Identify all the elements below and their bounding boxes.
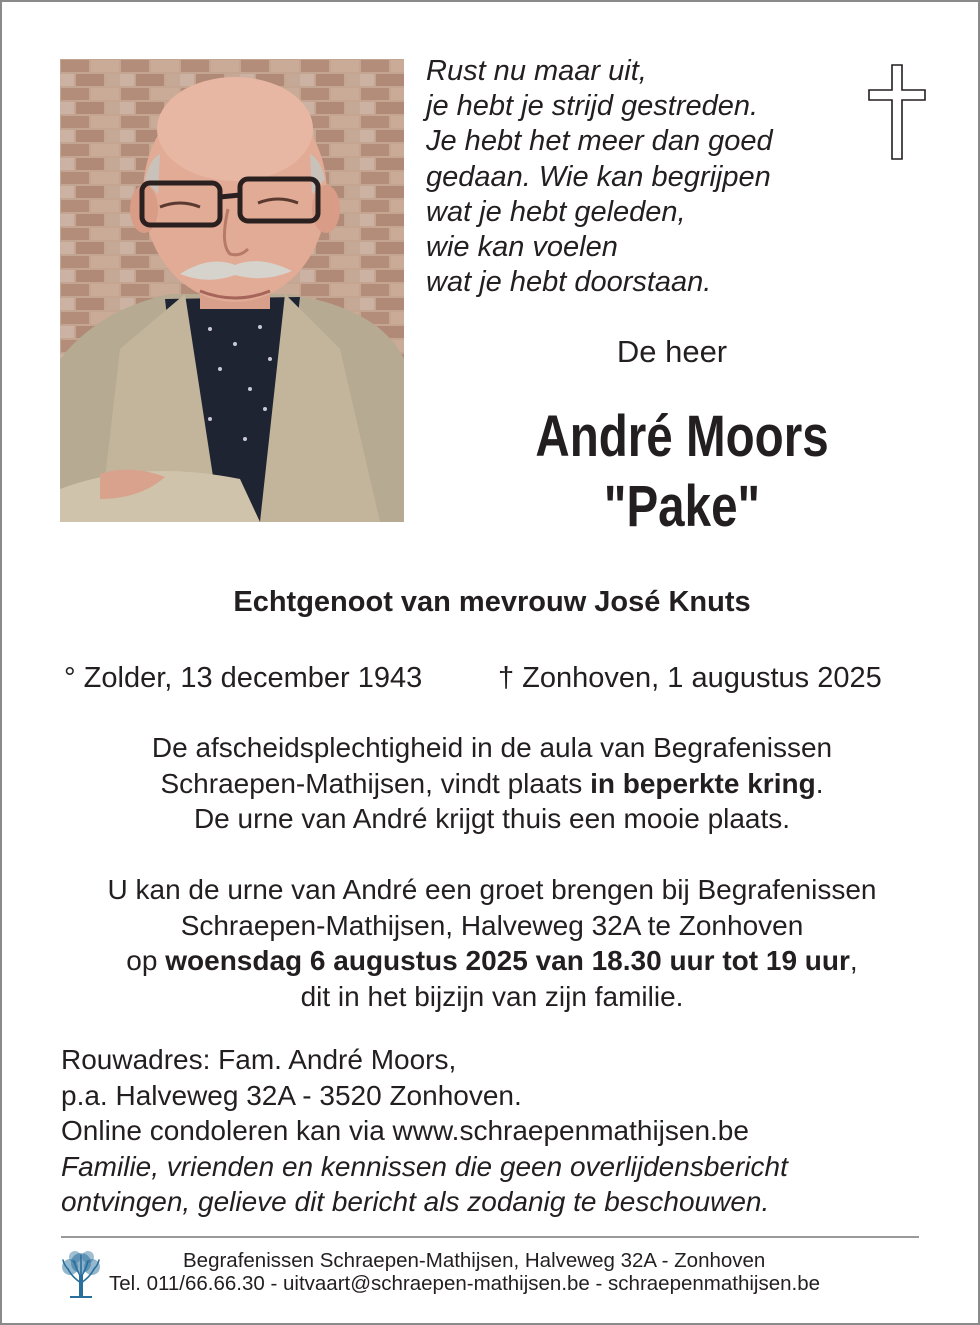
birth-date: ° Zolder, 13 december 1943 — [64, 662, 423, 694]
footer-address: Begrafenissen Schraepen-Mathijsen, Halveweg 32A - Zonhoven — [183, 1249, 766, 1272]
visit-line — [2, 943, 980, 979]
ceremony-paragraph — [2, 730, 980, 837]
poem-line: wat je hebt geleden, — [426, 195, 686, 228]
poem-line: Je hebt het meer dan goed — [426, 125, 773, 158]
ceremony-line: De afscheidsplechtigheid in de aula van Begrafenissen — [151, 732, 833, 763]
visit-paragraph — [2, 872, 980, 1014]
address-line: p.a. Halveweg 32A - 3520 Zonhoven. — [61, 1079, 522, 1111]
divider — [61, 1236, 919, 1238]
deceased-name: André Moors — [535, 404, 829, 469]
ceremony-emphasis: in beperkte kring — [590, 767, 816, 799]
address-line: Rouwadres: Fam. André Moors, — [61, 1044, 457, 1075]
visit-text: , — [849, 945, 858, 976]
ceremony-text: . — [815, 767, 824, 799]
condolence-line: Online condoleren kan via www.schraepenmathijsen.be — [61, 1115, 749, 1146]
notice-line: Familie, vrienden en kennissen die geen overlijdensbericht — [61, 1150, 788, 1182]
salutation: De heer — [616, 334, 728, 369]
poem — [426, 54, 846, 300]
poem-line: gedaan. Wie kan begrijpen — [426, 160, 771, 193]
poem-line: je hebt je strijd gestreden. — [426, 90, 759, 123]
footer-contact: Tel. 011/66.66.30 - uitvaart@schraepen-mathijsen.be - schraepenmathijsen.be — [109, 1272, 821, 1295]
poem-line: wat je hebt doorstaan. — [426, 266, 712, 299]
tree-logo-icon — [60, 1249, 102, 1299]
visit-line: Schraepen-Mathijsen, Halveweg 32A te Zonhoven — [180, 909, 804, 941]
spouse-line: Echtgenoot van mevrouw José Knuts — [233, 586, 751, 618]
visit-datetime: woensdag 6 augustus 2025 van 18.30 uur tot 19 uur — [165, 945, 850, 976]
poem-line: Rust nu maar uit, — [426, 55, 647, 87]
cross-icon — [868, 64, 926, 160]
poem-line: wie kan voelen — [426, 231, 618, 264]
ceremony-line: De urne van André krijgt thuis een mooie plaats. — [193, 803, 791, 834]
visit-line: dit in het bijzijn van zijn familie. — [300, 980, 684, 1012]
notice-line: ontvingen, gelieve dit bericht als zodanig te beschouwen. — [61, 1186, 770, 1217]
deceased-nickname: "Pake" — [603, 474, 761, 539]
address-block — [61, 1042, 941, 1220]
death-date: † Zonhoven, 1 augustus 2025 — [498, 662, 882, 694]
portrait-image — [60, 59, 404, 522]
portrait-photo — [60, 59, 404, 522]
ceremony-line — [2, 766, 980, 802]
ceremony-text: Schraepen-Mathijsen, vindt plaats — [160, 767, 591, 799]
visit-line: U kan de urne van André een groet brengen bij Begrafenissen — [107, 874, 877, 905]
visit-text: op — [126, 945, 166, 976]
